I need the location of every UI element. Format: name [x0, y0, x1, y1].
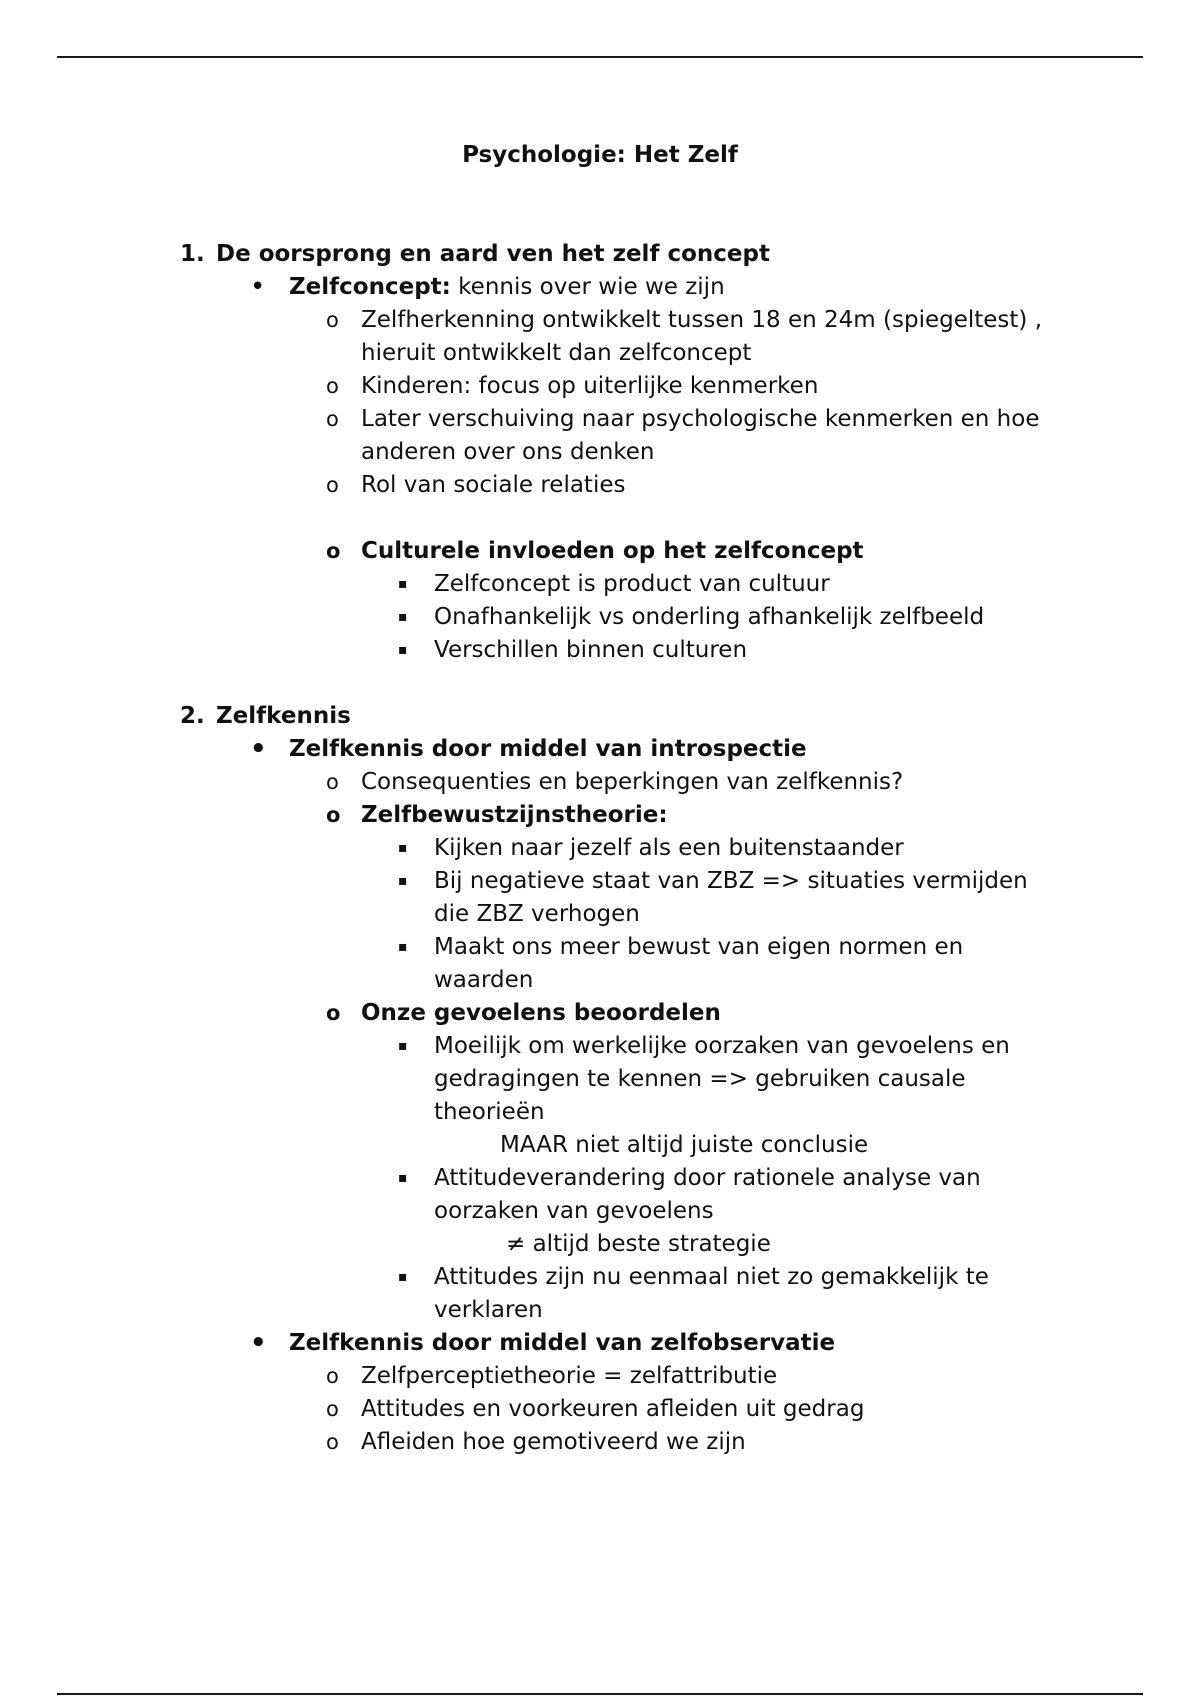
list-item: [0, 1162, 1054, 1228]
item-text: Attitudes en voorkeuren afleiden uit gedrag: [361, 1396, 865, 1422]
item-text: Later verschuiving naar psychologische kenmerken en hoe anderen over ons denken: [361, 406, 1040, 465]
list-item: [0, 535, 1051, 568]
item-text: Zelfconcept is product van cultuur: [434, 571, 830, 597]
item-text: Zelfherkenning ontwikkelt tussen 18 en 24m (spiegeltest) , hieruit ontwikkelt dan zelfconcept: [361, 307, 1043, 366]
section-number: 1.: [180, 241, 205, 267]
circle-marker: o: [326, 803, 341, 827]
item-text: Rol van sociale relaties: [361, 472, 626, 498]
circle-marker: o: [326, 1397, 339, 1421]
section-1-heading: [0, 238, 1200, 271]
item-text: Bij negatieve staat van ZBZ => situaties vermijden die ZBZ verhogen: [434, 868, 1028, 927]
item-text: Maakt ons meer bewust van eigen normen en waarden: [434, 934, 964, 993]
circle-marker: o: [326, 770, 339, 794]
list-item: [0, 1261, 1054, 1327]
footer-rule: [57, 1693, 1143, 1695]
header-rule: [57, 56, 1143, 58]
bullet-marker: •: [250, 272, 266, 302]
term-definition: kennis over wie we zijn: [450, 274, 725, 300]
list-item: [0, 469, 1051, 502]
list-item: [0, 931, 1054, 997]
list-item: [0, 304, 1051, 370]
circle-marker: o: [326, 308, 339, 332]
subheading: Onze gevoelens beoordelen: [361, 1000, 721, 1026]
subheading: Zelfkennis door middel van zelfobservatie: [289, 1330, 836, 1356]
circle-marker: o: [326, 407, 339, 431]
square-marker: ▪: [398, 1269, 408, 1285]
item-text: Zelfperceptietheorie = zelfattributie: [361, 1363, 778, 1389]
square-marker: ▪: [398, 1038, 408, 1054]
square-marker: ▪: [398, 1170, 408, 1186]
circle-marker: o: [326, 473, 339, 497]
list-item: [0, 733, 1200, 766]
item-text: Kinderen: focus op uiterlijke kenmerken: [361, 373, 819, 399]
item-text: Attitudeverandering door rationele analyse van oorzaken van gevoelens: [434, 1165, 981, 1224]
list-item: [0, 1426, 1051, 1459]
item-text: Kijken naar jezelf als een buitenstaander: [434, 835, 904, 861]
item-text: Moeilijk om werkelijke oorzaken van gevoelens en gedragingen te kennen => gebruiken causale theorieën: [434, 1033, 1010, 1125]
list-item: [0, 766, 1051, 799]
item-text: Attitudes zijn nu eenmaal niet zo gemakkelijk te verklaren: [434, 1264, 989, 1323]
list-item: [0, 832, 1054, 865]
subheading: Zelfbewustzijnstheorie:: [361, 802, 668, 828]
subheading: Culturele invloeden op het zelfconcept: [361, 538, 864, 564]
list-item: [0, 271, 1200, 304]
section-title: De oorsprong en aard ven het zelf concept: [216, 241, 770, 267]
list-item: [0, 1360, 1051, 1393]
circle-marker: o: [326, 1430, 339, 1454]
bullet-marker: •: [250, 734, 267, 764]
circle-marker: o: [326, 1364, 339, 1388]
square-marker: ▪: [398, 609, 408, 625]
section-2-heading: [0, 700, 1200, 733]
term-label: Zelfconcept:: [289, 274, 451, 300]
section-title: Zelfkennis: [216, 703, 351, 729]
list-item: [0, 634, 1054, 667]
document-body: [0, 238, 1200, 1459]
item-text: Afleiden hoe gemotiveerd we zijn: [361, 1429, 746, 1455]
note-text: ≠ altijd beste strategie: [506, 1231, 771, 1257]
square-marker: ▪: [398, 642, 408, 658]
item-text: Onafhankelijk vs onderling afhankelijk zelfbeeld: [434, 604, 985, 630]
list-item: [0, 997, 1051, 1030]
square-marker: ▪: [398, 576, 408, 592]
circle-marker: o: [326, 374, 339, 398]
item-text: Consequenties en beperkingen van zelfkennis?: [361, 769, 904, 795]
circle-marker: o: [326, 1001, 341, 1025]
subheading: Zelfkennis door middel van introspectie: [289, 736, 807, 762]
list-item: [0, 1393, 1051, 1426]
list-item: [0, 1327, 1200, 1360]
section-number: 2.: [180, 703, 205, 729]
list-item: [0, 568, 1054, 601]
item-text: Verschillen binnen culturen: [434, 637, 748, 663]
list-item: [0, 403, 1051, 469]
note-text: MAAR niet altijd juiste conclusie: [500, 1132, 869, 1158]
bullet-marker: •: [250, 1328, 267, 1358]
square-marker: ▪: [398, 939, 408, 955]
list-item: [0, 601, 1054, 634]
circle-marker: o: [326, 539, 341, 563]
list-item: [0, 370, 1051, 403]
page-title: Psychologie: Het Zelf: [462, 142, 738, 168]
square-marker: ▪: [398, 840, 408, 856]
square-marker: ▪: [398, 873, 408, 889]
list-item: [0, 1030, 1054, 1129]
list-item: [0, 799, 1051, 832]
list-item: [0, 865, 1054, 931]
